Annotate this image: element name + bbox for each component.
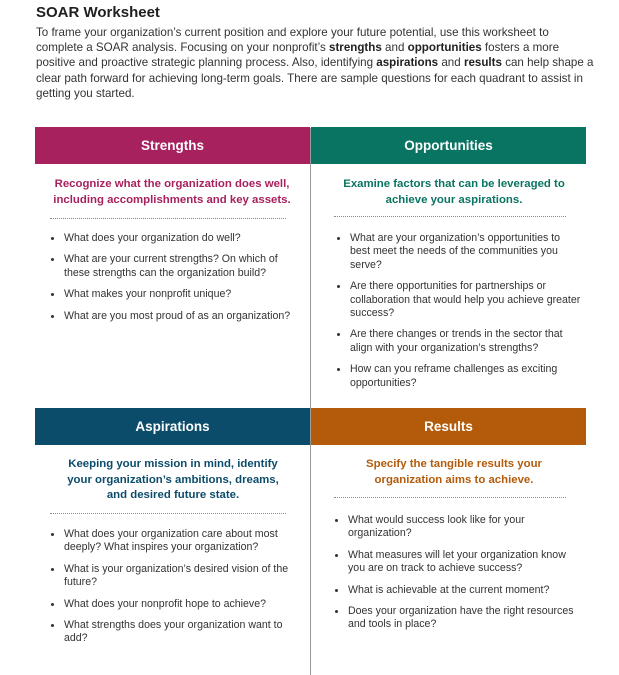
results-header — [311, 408, 586, 445]
quadrant-divider — [310, 128, 311, 675]
aspirations-subtitle: Keeping your mission in mind, identify your organization’s ambitions, dreams, and desired future state. — [67, 458, 279, 501]
results-divider — [334, 497, 566, 498]
strengths-header — [35, 127, 310, 164]
intro-bold-results: results — [463, 56, 502, 70]
opportunities-question-item: • Are there changes or trends in the sector that align with your organization’s strengths? — [349, 328, 581, 355]
strengths-subtitle: Recognize what the organization does well, including accomplishments and key assets. — [53, 178, 291, 206]
aspirations-question-item: • What does your organization care about most deeply? What inspires your organization? — [63, 528, 301, 555]
aspirations-question-item: • What strengths does your organization want to add? — [63, 619, 301, 646]
strengths-question-item: • What does your organization do well? — [63, 232, 301, 245]
opportunities-subtitle: Examine factors that can be leveraged to achieve your aspirations. — [343, 178, 565, 206]
opportunities-questions — [336, 232, 581, 398]
intro-bold-strengths: strengths — [329, 41, 382, 55]
strengths-questions — [50, 232, 301, 331]
intro-bold-aspirations: aspirations — [376, 56, 439, 70]
strengths-title: Strengths — [140, 138, 204, 153]
results-question-item: • What would success look like for your organization? — [347, 514, 581, 541]
aspirations-header — [35, 408, 310, 445]
aspirations-divider — [50, 513, 286, 514]
strengths-question-item: • What are you most proud of as an organization? — [63, 310, 301, 323]
strengths-question-item: • What makes your nonprofit unique? — [63, 288, 301, 301]
aspirations-question-item: • What is your organization’s desired vision of the future? — [63, 563, 301, 590]
page-title: SOAR Worksheet — [36, 4, 160, 21]
strengths-divider — [50, 218, 286, 219]
opportunities-title: Opportunities — [404, 138, 493, 153]
opportunities-question-item: • How can you reframe challenges as exciting opportunities? — [349, 363, 581, 390]
aspirations-question-item: • What does your nonprofit hope to achieve? — [63, 598, 301, 611]
opportunities-question-item: • Are there opportunities for partnerships or collaboration that would help you achieve greater success? — [349, 280, 581, 320]
results-questions — [334, 514, 581, 640]
aspirations-questions — [50, 528, 301, 654]
results-question-item: • What is achievable at the current moment? — [347, 584, 581, 597]
results-question-item: • What measures will let your organization know you are on track to achieve success? — [347, 549, 581, 576]
opportunities-divider — [334, 216, 566, 217]
intro-paragraph: To frame your organization’s current position and explore your future potential, use this worksheet to complete a SOAR analysis. Focusing on your nonprofit’s strengths and opportunities fosters a more positive and proactive strategic planning process. Also, identifying aspirations and results can help shape a clear path forward for achieving long-term goals. There are sample questions for each quadrant to assist in getting you started. — [36, 26, 594, 100]
intro-bold-opportunities: opportunities — [407, 41, 482, 55]
results-question-item: • Does your organization have the right resources and tools in place? — [347, 605, 581, 632]
strengths-question-item: • What are your current strengths? On which of these strengths can the organization build? — [63, 253, 301, 280]
aspirations-title: Aspirations — [135, 419, 210, 434]
opportunities-question-item: • What are your organization’s opportunities to best meet the needs of the communities you serve? — [349, 232, 581, 272]
opportunities-header — [311, 127, 586, 164]
results-subtitle: Specify the tangible results your organization aims to achieve. — [366, 458, 542, 486]
results-title: Results — [424, 419, 473, 434]
